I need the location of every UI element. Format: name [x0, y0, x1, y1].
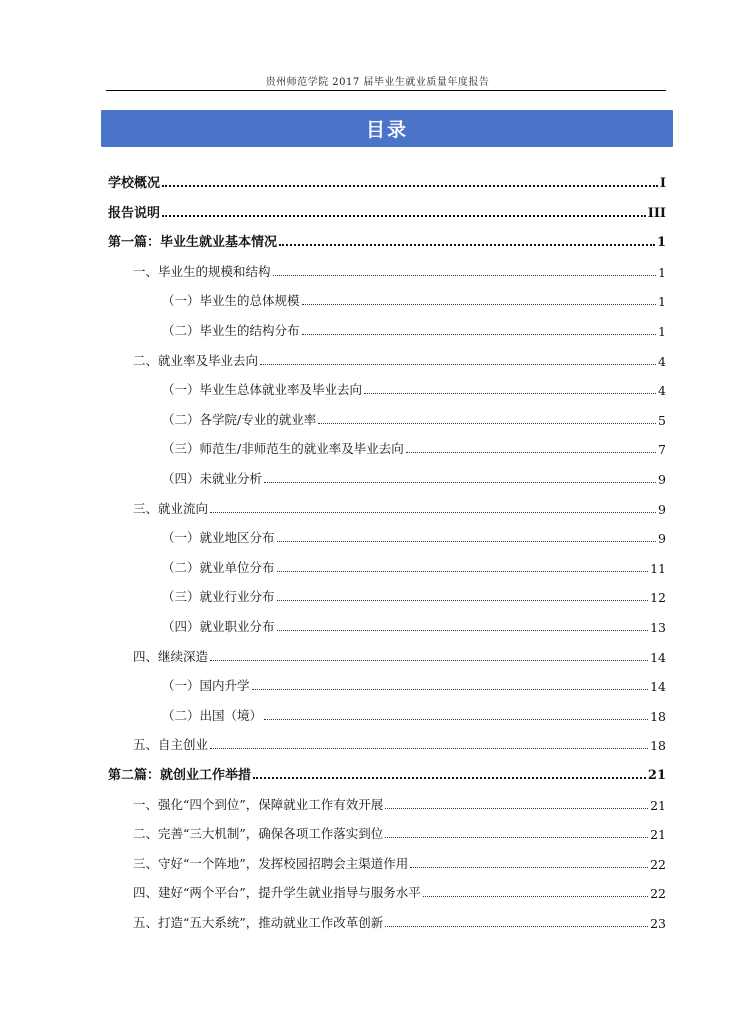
- toc-entry-page: 14: [650, 679, 666, 695]
- toc-entry-page: 21: [650, 827, 666, 843]
- toc-entry[interactable]: [162, 613, 666, 635]
- toc-entry-label: 报告说明: [108, 205, 161, 221]
- toc-entry-page: 5: [658, 412, 666, 428]
- toc-entry-page: 13: [650, 620, 666, 635]
- toc-entry-label: 五、自主创业: [133, 737, 209, 753]
- toc-entry[interactable]: [162, 702, 666, 724]
- toc-entry[interactable]: [108, 169, 666, 191]
- toc-entry-page: 22: [650, 886, 666, 902]
- toc-dot-leader: [277, 571, 649, 572]
- toc-entry[interactable]: [133, 643, 666, 665]
- toc-dot-leader: [318, 423, 656, 424]
- toc-entry-page: 18: [650, 738, 666, 754]
- toc-entry-label: （二）毕业生的结构分布: [162, 323, 300, 338]
- toc-entry-page: III: [647, 205, 666, 221]
- toc-dot-leader: [302, 334, 657, 335]
- toc-dot-leader: [410, 867, 648, 868]
- toc-dot-leader: [264, 719, 648, 720]
- toc-entry-label: （二）出国（境）: [162, 707, 263, 723]
- toc-dot-leader: [162, 185, 658, 187]
- toc-entry-label: （一）毕业生总体就业率及毕业去向: [162, 382, 363, 398]
- toc-dot-leader: [260, 364, 656, 365]
- toc-dot-leader: [210, 660, 648, 661]
- toc-entry-page: 1: [658, 264, 666, 280]
- toc-dot-leader: [423, 896, 648, 897]
- toc-entry[interactable]: [133, 879, 666, 901]
- toc-entry-label: 一、毕业生的规模和结构: [133, 263, 271, 279]
- toc-entry-label: 四、继续深造: [133, 648, 209, 664]
- header-divider: [106, 90, 666, 91]
- toc-dot-leader: [302, 304, 657, 305]
- toc-entry[interactable]: [108, 228, 666, 250]
- toc-entry-label: 学校概况: [108, 176, 161, 191]
- toc-dot-leader: [385, 808, 648, 809]
- toc-entry[interactable]: [133, 731, 666, 753]
- title-banner: [101, 110, 673, 147]
- toc-entry[interactable]: [162, 554, 666, 576]
- toc-entry[interactable]: [108, 761, 666, 783]
- toc-entry-label: （四）未就业分析: [162, 471, 263, 486]
- toc-entry-label: （四）就业职业分布: [162, 619, 275, 634]
- toc-entry[interactable]: [133, 909, 666, 931]
- toc-entry-label: （二）就业单位分布: [162, 559, 275, 575]
- toc-dot-leader: [385, 926, 648, 927]
- toc-dot-leader: [264, 482, 656, 483]
- toc-entry[interactable]: [162, 435, 666, 457]
- toc-entry-label: （一）毕业生的总体规模: [162, 293, 300, 309]
- toc-entry-page: 11: [650, 560, 666, 576]
- toc-entry[interactable]: [162, 672, 666, 694]
- toc-dot-leader: [210, 748, 648, 749]
- toc-entry-page: 4: [658, 353, 666, 369]
- toc-entry[interactable]: [162, 406, 666, 428]
- toc-entry[interactable]: [162, 287, 666, 309]
- toc-dot-leader: [273, 275, 657, 276]
- toc-entry-page: 18: [650, 708, 666, 724]
- toc-entry-label: （三）师范生/非师范生的就业率及毕业去向: [162, 441, 404, 457]
- toc-dot-leader: [277, 541, 657, 542]
- toc-entry-label: 三、守好“一个阵地”，发挥校园招聘会主渠道作用: [133, 855, 409, 871]
- toc-entry-label: 二、完善“三大机制”，确保各项工作落实到位: [133, 826, 384, 842]
- toc-entry[interactable]: [162, 524, 666, 546]
- toc-entry-page: 1: [658, 294, 666, 310]
- toc-entry-page: 9: [658, 472, 666, 487]
- toc-entry-page: 1: [656, 235, 666, 251]
- toc-entry-label: 二、就业率及毕业去向: [133, 352, 259, 368]
- toc-entry-label: （一）就业地区分布: [162, 530, 275, 546]
- page-title: 目录: [365, 119, 408, 141]
- toc-entry[interactable]: [133, 495, 666, 517]
- toc-entry[interactable]: [162, 465, 666, 487]
- toc-entry[interactable]: [162, 317, 666, 339]
- toc-dot-leader: [277, 600, 649, 601]
- toc-entry[interactable]: [133, 850, 666, 872]
- toc-entry-page: 1: [658, 324, 666, 339]
- toc-entry-page: 4: [658, 383, 666, 399]
- toc-dot-leader: [252, 689, 649, 690]
- toc-entry[interactable]: [162, 583, 666, 605]
- toc-entry[interactable]: [133, 258, 666, 280]
- toc-dot-leader: [385, 837, 648, 838]
- toc-entry-label: 五、打造“五大系统”，推动就业工作改革创新: [133, 915, 384, 930]
- toc-dot-leader: [210, 512, 656, 513]
- toc-entry-page: 21: [647, 768, 666, 783]
- toc-dot-leader: [364, 393, 656, 394]
- toc-entry-page: 7: [658, 442, 666, 458]
- toc-entry-label: （一）国内升学: [162, 678, 250, 694]
- toc-entry-label: 第二篇：就创业工作举措: [108, 768, 252, 783]
- toc-entry-page: 14: [650, 649, 666, 665]
- toc-entry-page: 23: [650, 916, 666, 931]
- toc-entry-page: 9: [658, 531, 666, 547]
- toc-entry-label: （三）就业行业分布: [162, 589, 275, 605]
- toc-entry-page: 9: [658, 501, 666, 517]
- toc-entry-page: I: [659, 176, 666, 191]
- toc-entry-page: 12: [650, 590, 666, 606]
- toc-dot-leader: [277, 630, 649, 631]
- toc-dot-leader: [253, 777, 646, 779]
- toc-entry[interactable]: [133, 347, 666, 369]
- toc-entry[interactable]: [108, 199, 666, 221]
- running-header: 贵州师范学院 2017 届毕业生就业质量年度报告: [265, 77, 490, 88]
- toc-dot-leader: [162, 215, 646, 217]
- toc-entry-label: 一、强化“四个到位”，保障就业工作有效开展: [133, 796, 384, 812]
- toc-entry-page: 21: [650, 797, 666, 813]
- toc-entry-label: 三、就业流向: [133, 500, 209, 516]
- toc-entry-page: 22: [650, 856, 666, 872]
- toc-dot-leader: [279, 244, 655, 246]
- toc-entry[interactable]: [133, 820, 666, 842]
- toc-entry-label: 第一篇：毕业生就业基本情况: [108, 235, 278, 251]
- toc-entry-label: （二）各学院/专业的就业率: [162, 411, 317, 427]
- toc-entry[interactable]: [162, 376, 666, 398]
- toc-entry[interactable]: [133, 791, 666, 813]
- toc-entry-label: 四、建好“两个平台”，提升学生就业指导与服务水平: [133, 885, 421, 901]
- toc-dot-leader: [406, 452, 656, 453]
